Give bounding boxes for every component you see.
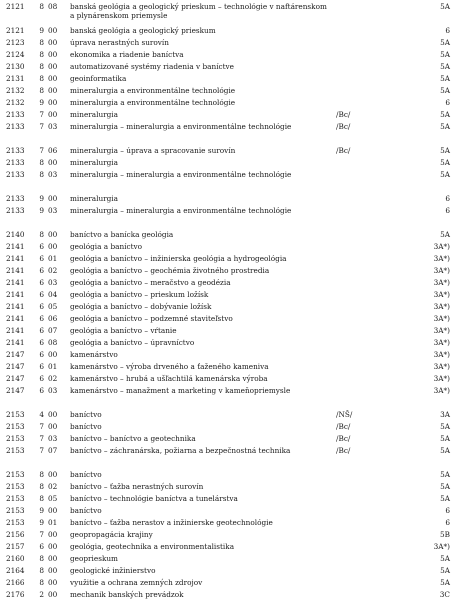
table-row <box>0 482 464 491</box>
field-name-cell: kamenárstvo – manažment a marketing v kameňopriemysle <box>70 386 291 395</box>
table-row <box>0 518 464 527</box>
field-name-cell: geológia a baníctvo – inžinierska geológia a hydrogeológia <box>70 254 287 263</box>
table-row <box>0 470 464 479</box>
level-digit-cell: 7 <box>39 110 44 119</box>
table-row <box>0 542 464 551</box>
level-digit-cell: 7 <box>39 146 44 155</box>
table-row <box>0 254 464 263</box>
level-digit-cell: 8 <box>39 554 44 563</box>
level-digit-cell: 7 <box>39 422 44 431</box>
code-cell: 2153 <box>6 518 25 527</box>
variant-cell: 00 <box>48 422 58 431</box>
table-row <box>0 446 464 464</box>
isced-level-cell: 5A <box>440 554 450 563</box>
code-cell: 2132 <box>6 98 25 107</box>
field-name-cell: baníctvo a banícka geológia <box>70 230 174 239</box>
field-name-cell: mineralurgia a environmentálne technológie <box>70 98 236 107</box>
code-cell: 2133 <box>6 146 25 155</box>
field-name-cell: mechanik banských prevádzok <box>70 590 184 599</box>
isced-level-cell: 3A*) <box>433 350 450 359</box>
variant-cell: 00 <box>48 86 58 95</box>
code-cell: 2156 <box>6 530 25 539</box>
field-name-cell: mineralurgia <box>70 194 118 203</box>
variant-cell: 02 <box>48 374 58 383</box>
variant-cell: 00 <box>48 242 58 251</box>
variant-cell: 06 <box>48 146 58 155</box>
variant-cell: 02 <box>48 482 58 491</box>
isced-level-cell: 5A <box>440 122 450 131</box>
isced-level-cell: 5A <box>440 230 450 239</box>
code-cell: 2133 <box>6 206 25 215</box>
variant-cell: 03 <box>48 434 58 443</box>
level-digit-cell: 7 <box>39 530 44 539</box>
field-name-cell: geológia a baníctvo – úpravníctvo <box>70 338 195 347</box>
level-digit-cell: 8 <box>39 86 44 95</box>
table-row <box>0 326 464 335</box>
variant-cell: 01 <box>48 362 58 371</box>
table-row <box>0 290 464 299</box>
isced-level-cell: 6 <box>445 506 450 515</box>
code-cell: 2124 <box>6 50 25 59</box>
field-name-cell: geológia a baníctvo – meračstvo a geodézia <box>70 278 231 287</box>
field-name-cell: banská geológia a geologický prieskum – technológie v naftárenskom a plynárenskom priemysle <box>70 2 327 20</box>
code-cell: 2147 <box>6 386 25 395</box>
code-cell: 2121 <box>6 26 25 35</box>
level-digit-cell: 6 <box>39 350 44 359</box>
field-name-cell: baníctvo – technológie baníctva a tunelárstva <box>70 494 238 503</box>
code-cell: 2153 <box>6 506 25 515</box>
level-digit-cell: 6 <box>39 542 44 551</box>
variant-cell: 00 <box>48 62 58 71</box>
variant-cell: 04 <box>48 290 58 299</box>
table-row <box>0 302 464 311</box>
variant-cell: 08 <box>48 2 58 11</box>
level-digit-cell: 6 <box>39 278 44 287</box>
isced-level-cell: 5A <box>440 434 450 443</box>
table-row <box>0 494 464 503</box>
field-name-cell: geológia a baníctvo – vŕtanie <box>70 326 177 335</box>
isced-level-cell: 3A*) <box>433 314 450 323</box>
isced-level-cell: 3A*) <box>433 242 450 251</box>
table-row <box>0 170 464 188</box>
field-name-cell: baníctvo – ťažba nerastov a inžinierske geotechnológie <box>70 518 273 527</box>
isced-level-cell: 3A <box>440 410 450 419</box>
isced-level-cell: 3C <box>439 590 450 599</box>
variant-cell: 03 <box>48 170 58 179</box>
isced-level-cell: 3A*) <box>433 266 450 275</box>
form-cell: /Bc/ <box>336 422 351 431</box>
field-name-cell: geológia, geotechnika a environmentalistika <box>70 542 235 551</box>
code-cell: 2164 <box>6 566 25 575</box>
code-cell: 2133 <box>6 170 25 179</box>
isced-level-cell: 3A*) <box>433 386 450 395</box>
code-cell: 2132 <box>6 86 25 95</box>
code-cell: 2121 <box>6 2 25 11</box>
table-row <box>0 50 464 59</box>
isced-level-cell: 3A*) <box>433 290 450 299</box>
variant-cell: 05 <box>48 494 58 503</box>
level-digit-cell: 8 <box>39 170 44 179</box>
isced-level-cell: 5A <box>440 170 450 179</box>
table-row <box>0 158 464 167</box>
code-cell: 2141 <box>6 326 25 335</box>
code-cell: 2133 <box>6 194 25 203</box>
level-digit-cell: 8 <box>39 566 44 575</box>
code-cell: 2157 <box>6 542 25 551</box>
variant-cell: 01 <box>48 518 58 527</box>
code-cell: 2123 <box>6 38 25 47</box>
table-row <box>0 578 464 587</box>
table-row <box>0 86 464 95</box>
table-row <box>0 206 464 224</box>
variant-cell: 07 <box>48 446 58 455</box>
level-digit-cell: 8 <box>39 38 44 47</box>
code-cell: 2141 <box>6 302 25 311</box>
field-name-cell: baníctvo <box>70 422 102 431</box>
variant-cell: 00 <box>48 530 58 539</box>
variant-cell: 08 <box>48 338 58 347</box>
table-row <box>0 410 464 419</box>
field-name-cell: kamenárstvo – výroba drveného a ťaženého kameniva <box>70 362 269 371</box>
variant-cell: 00 <box>48 50 58 59</box>
level-digit-cell: 9 <box>39 26 44 35</box>
form-cell: /Bc/ <box>336 146 351 155</box>
variant-cell: 03 <box>48 206 58 215</box>
isced-level-cell: 5A <box>440 38 450 47</box>
table-row <box>0 386 464 404</box>
level-digit-cell: 6 <box>39 314 44 323</box>
field-name-cell: ekonomika a riadenie baníctva <box>70 50 184 59</box>
variant-cell: 00 <box>48 194 58 203</box>
variant-cell: 07 <box>48 326 58 335</box>
isced-level-cell: 3A*) <box>433 542 450 551</box>
table-row <box>0 590 464 599</box>
table-row <box>0 122 464 140</box>
field-name-cell: baníctvo – záchranárska, požiarna a bezpečnostná technika <box>70 446 291 455</box>
field-name-cell: mineralurgia – mineralurgia a environmentálne technológie <box>70 170 292 179</box>
variant-cell: 00 <box>48 26 58 35</box>
code-cell: 2147 <box>6 350 25 359</box>
level-digit-cell: 8 <box>39 50 44 59</box>
level-digit-cell: 6 <box>39 302 44 311</box>
table-row <box>0 194 464 203</box>
variant-cell: 00 <box>48 98 58 107</box>
isced-level-cell: 5A <box>440 494 450 503</box>
variant-cell: 03 <box>48 122 58 131</box>
field-name-cell: mineralurgia <box>70 110 118 119</box>
field-name-cell: baníctvo <box>70 506 102 515</box>
code-cell: 2153 <box>6 482 25 491</box>
table-row <box>0 350 464 359</box>
field-name-cell: mineralurgia <box>70 158 118 167</box>
field-name-cell: baníctvo <box>70 410 102 419</box>
level-digit-cell: 6 <box>39 386 44 395</box>
level-digit-cell: 8 <box>39 158 44 167</box>
variant-cell: 00 <box>48 578 58 587</box>
variant-cell: 00 <box>48 566 58 575</box>
table-row <box>0 38 464 47</box>
field-name-cell: banská geológia a geologický prieskum <box>70 26 216 35</box>
isced-level-cell: 5A <box>440 2 450 11</box>
variant-cell: 00 <box>48 590 58 599</box>
level-digit-cell: 6 <box>39 374 44 383</box>
field-name-cell: geológia a baníctvo <box>70 242 143 251</box>
code-cell: 2153 <box>6 446 25 455</box>
table-row <box>0 242 464 251</box>
isced-level-cell: 6 <box>445 194 450 203</box>
field-name-cell: geológia a baníctvo – prieskum ložísk <box>70 290 209 299</box>
variant-cell: 00 <box>48 506 58 515</box>
table-row <box>0 374 464 383</box>
code-cell: 2153 <box>6 422 25 431</box>
variant-cell: 00 <box>48 542 58 551</box>
field-name-cell: geológia a baníctvo – dobývanie ložísk <box>70 302 212 311</box>
field-name-cell: mineralurgia – mineralurgia a environmentálne technológie <box>70 122 292 131</box>
variant-cell: 02 <box>48 266 58 275</box>
field-name-cell: mineralurgia – mineralurgia a environmentálne technológie <box>70 206 292 215</box>
field-name-cell: mineralurgia – úprava a spracovanie surovín <box>70 146 236 155</box>
isced-level-cell: 5A <box>440 86 450 95</box>
variant-cell: 05 <box>48 302 58 311</box>
field-name-cell: geoinformatika <box>70 74 127 83</box>
code-cell: 2153 <box>6 434 25 443</box>
code-cell: 2176 <box>6 590 25 599</box>
isced-level-cell: 3A*) <box>433 338 450 347</box>
level-digit-cell: 9 <box>39 518 44 527</box>
code-cell: 2147 <box>6 362 25 371</box>
isced-level-cell: 3A*) <box>433 278 450 287</box>
isced-level-cell: 3A*) <box>433 302 450 311</box>
field-name-cell: kamenárstvo <box>70 350 118 359</box>
variant-cell: 00 <box>48 410 58 419</box>
code-cell: 2160 <box>6 554 25 563</box>
isced-level-cell: 3A*) <box>433 326 450 335</box>
level-digit-cell: 6 <box>39 254 44 263</box>
field-name-cell: baníctvo – ťažba nerastných surovín <box>70 482 204 491</box>
variant-cell: 06 <box>48 314 58 323</box>
table-row <box>0 530 464 539</box>
level-digit-cell: 6 <box>39 338 44 347</box>
table-row <box>0 230 464 239</box>
table-row <box>0 566 464 575</box>
isced-level-cell: 5A <box>440 422 450 431</box>
field-name-cell: geoprieskum <box>70 554 118 563</box>
table-row <box>0 554 464 563</box>
variant-cell: 00 <box>48 554 58 563</box>
table-row <box>0 2 464 20</box>
field-name-cell: geopropagácia krajiny <box>70 530 153 539</box>
code-cell: 2153 <box>6 470 25 479</box>
field-name-cell: baníctvo <box>70 470 102 479</box>
level-digit-cell: 8 <box>39 74 44 83</box>
isced-level-cell: 5A <box>440 50 450 59</box>
variant-cell: 03 <box>48 386 58 395</box>
field-name-cell: úprava nerastných surovín <box>70 38 169 47</box>
isced-level-cell: 3A*) <box>433 374 450 383</box>
isced-level-cell: 5A <box>440 566 450 575</box>
table-row <box>0 26 464 35</box>
table-row <box>0 422 464 431</box>
level-digit-cell: 6 <box>39 362 44 371</box>
table-row <box>0 110 464 119</box>
form-cell: /Bc/ <box>336 122 351 131</box>
code-cell: 2141 <box>6 254 25 263</box>
isced-level-cell: 5A <box>440 470 450 479</box>
code-cell: 2147 <box>6 374 25 383</box>
isced-level-cell: 5A <box>440 146 450 155</box>
field-name-cell: geologické inžinierstvo <box>70 566 156 575</box>
code-cell: 2133 <box>6 158 25 167</box>
level-digit-cell: 7 <box>39 122 44 131</box>
field-name-cell: kamenárstvo – hrubá a ušľachtilá kamenárska výroba <box>70 374 268 383</box>
level-digit-cell: 8 <box>39 62 44 71</box>
isced-level-cell: 6 <box>445 518 450 527</box>
level-digit-cell: 6 <box>39 266 44 275</box>
level-digit-cell: 6 <box>39 290 44 299</box>
code-cell: 2166 <box>6 578 25 587</box>
level-digit-cell: 8 <box>39 2 44 11</box>
isced-level-cell: 6 <box>445 98 450 107</box>
field-name-cell: mineralurgia a environmentálne technológie <box>70 86 236 95</box>
table-row <box>0 278 464 287</box>
field-name-cell: využitie a ochrana zemných zdrojov <box>70 578 203 587</box>
isced-level-cell: 5A <box>440 578 450 587</box>
code-cell: 2141 <box>6 278 25 287</box>
table-row <box>0 362 464 371</box>
code-cell: 2140 <box>6 230 25 239</box>
code-cell: 2131 <box>6 74 25 83</box>
table-row <box>0 74 464 83</box>
code-cell: 2141 <box>6 338 25 347</box>
field-name-cell: geológia a baníctvo – geochémia životného prostredia <box>70 266 270 275</box>
isced-level-cell: 5A <box>440 74 450 83</box>
isced-level-cell: 6 <box>445 26 450 35</box>
isced-level-cell: 5A <box>440 482 450 491</box>
field-name-cell: baníctvo – baníctvo a geotechnika <box>70 434 196 443</box>
level-digit-cell: 7 <box>39 446 44 455</box>
variant-cell: 00 <box>48 230 58 239</box>
field-name-cell: geológia a baníctvo – podzemné staviteľstvo <box>70 314 233 323</box>
isced-level-cell: 5A <box>440 158 450 167</box>
table-row <box>0 314 464 323</box>
table-row <box>0 266 464 275</box>
level-digit-cell: 9 <box>39 506 44 515</box>
variant-cell: 00 <box>48 158 58 167</box>
level-digit-cell: 4 <box>39 410 44 419</box>
variant-cell: 00 <box>48 110 58 119</box>
variant-cell: 01 <box>48 254 58 263</box>
table-row <box>0 434 464 443</box>
level-digit-cell: 9 <box>39 194 44 203</box>
level-digit-cell: 8 <box>39 494 44 503</box>
level-digit-cell: 8 <box>39 482 44 491</box>
table-row <box>0 62 464 71</box>
level-digit-cell: 7 <box>39 434 44 443</box>
isced-level-cell: 5A <box>440 446 450 455</box>
level-digit-cell: 8 <box>39 470 44 479</box>
code-cell: 2141 <box>6 266 25 275</box>
isced-level-cell: 6 <box>445 206 450 215</box>
level-digit-cell: 9 <box>39 98 44 107</box>
level-digit-cell: 6 <box>39 326 44 335</box>
code-cell: 2130 <box>6 62 25 71</box>
form-cell: /Bc/ <box>336 110 351 119</box>
level-digit-cell: 9 <box>39 206 44 215</box>
isced-level-cell: 5A <box>440 110 450 119</box>
table-row <box>0 506 464 515</box>
level-digit-cell: 8 <box>39 230 44 239</box>
variant-cell: 00 <box>48 350 58 359</box>
variant-cell: 00 <box>48 74 58 83</box>
isced-level-cell: 5A <box>440 62 450 71</box>
level-digit-cell: 8 <box>39 578 44 587</box>
level-digit-cell: 6 <box>39 242 44 251</box>
isced-level-cell: 3A*) <box>433 362 450 371</box>
field-name-cell: automatizované systémy riadenia v baníctve <box>70 62 235 71</box>
variant-cell: 00 <box>48 38 58 47</box>
isced-level-cell: 3A*) <box>433 254 450 263</box>
table-row <box>0 338 464 347</box>
code-cell: 2133 <box>6 122 25 131</box>
code-cell: 2141 <box>6 314 25 323</box>
table-row <box>0 146 464 155</box>
level-digit-cell: 2 <box>39 590 44 599</box>
code-cell: 2153 <box>6 410 25 419</box>
form-cell: /NŠ/ <box>336 410 353 419</box>
form-cell: /Bc/ <box>336 434 351 443</box>
code-cell: 2133 <box>6 110 25 119</box>
code-cell: 2153 <box>6 494 25 503</box>
code-cell: 2141 <box>6 290 25 299</box>
form-cell: /Bc/ <box>336 446 351 455</box>
variant-cell: 03 <box>48 278 58 287</box>
isced-level-cell: 5B <box>439 530 450 539</box>
table-row <box>0 98 464 107</box>
variant-cell: 00 <box>48 470 58 479</box>
code-cell: 2141 <box>6 242 25 251</box>
